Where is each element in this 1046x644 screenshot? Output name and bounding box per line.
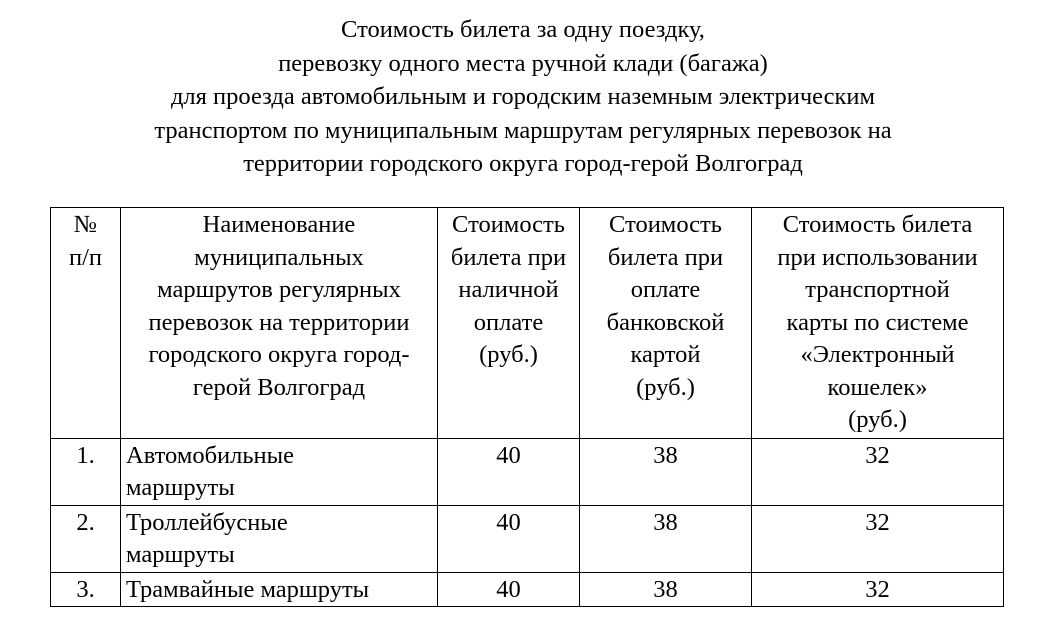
cash-price: 40 bbox=[438, 505, 580, 572]
header-route-name: Наименование муниципальных маршрутов регулярных перевозок на территории городского округа город- герой Волгоград bbox=[121, 208, 438, 439]
e-wallet-price: 32 bbox=[752, 572, 1004, 607]
table-row bbox=[51, 438, 1004, 505]
header-cash-price: Стоимость билета при наличной оплате (руб.) bbox=[438, 208, 580, 439]
title-line: Стоимость билета за одну поездку, bbox=[341, 16, 705, 43]
bank-card-price: 38 bbox=[580, 505, 752, 572]
header-e-wallet-price: Стоимость билета при использовании транспортной карты по системе «Электронный кошелек» (руб.) bbox=[752, 208, 1004, 439]
table-row bbox=[51, 572, 1004, 607]
title-line: транспортом по муниципальным маршрутам регулярных перевозок на bbox=[154, 116, 892, 144]
e-wallet-price: 32 bbox=[752, 438, 1004, 505]
header-number: № п/п bbox=[51, 208, 121, 439]
row-number: 2. bbox=[51, 505, 121, 572]
e-wallet-price: 32 bbox=[752, 505, 1004, 572]
table-row bbox=[51, 505, 1004, 572]
title-line: для проезда автомобильным и городским наземным электрическим bbox=[170, 83, 876, 110]
header-bank-card-price: Стоимость билета при оплате банковской картой (руб.) bbox=[580, 208, 752, 439]
title-line: территории городского округа город-герой Волгоград bbox=[243, 150, 803, 177]
route-name: Троллейбусные маршруты bbox=[121, 505, 438, 572]
cash-price: 40 bbox=[438, 572, 580, 607]
bank-card-price: 38 bbox=[580, 438, 752, 505]
title-line: перевозку одного места ручной клади (багажа) bbox=[278, 49, 768, 77]
document-title bbox=[0, 13, 1046, 181]
fare-table bbox=[50, 207, 1004, 607]
cash-price: 40 bbox=[438, 438, 580, 505]
route-name: Трамвайные маршруты bbox=[121, 572, 438, 607]
route-name: Автомобильные маршруты bbox=[121, 438, 438, 505]
row-number: 1. bbox=[51, 438, 121, 505]
bank-card-price: 38 bbox=[580, 572, 752, 607]
row-number: 3. bbox=[51, 572, 121, 607]
table-header-row bbox=[51, 208, 1004, 439]
